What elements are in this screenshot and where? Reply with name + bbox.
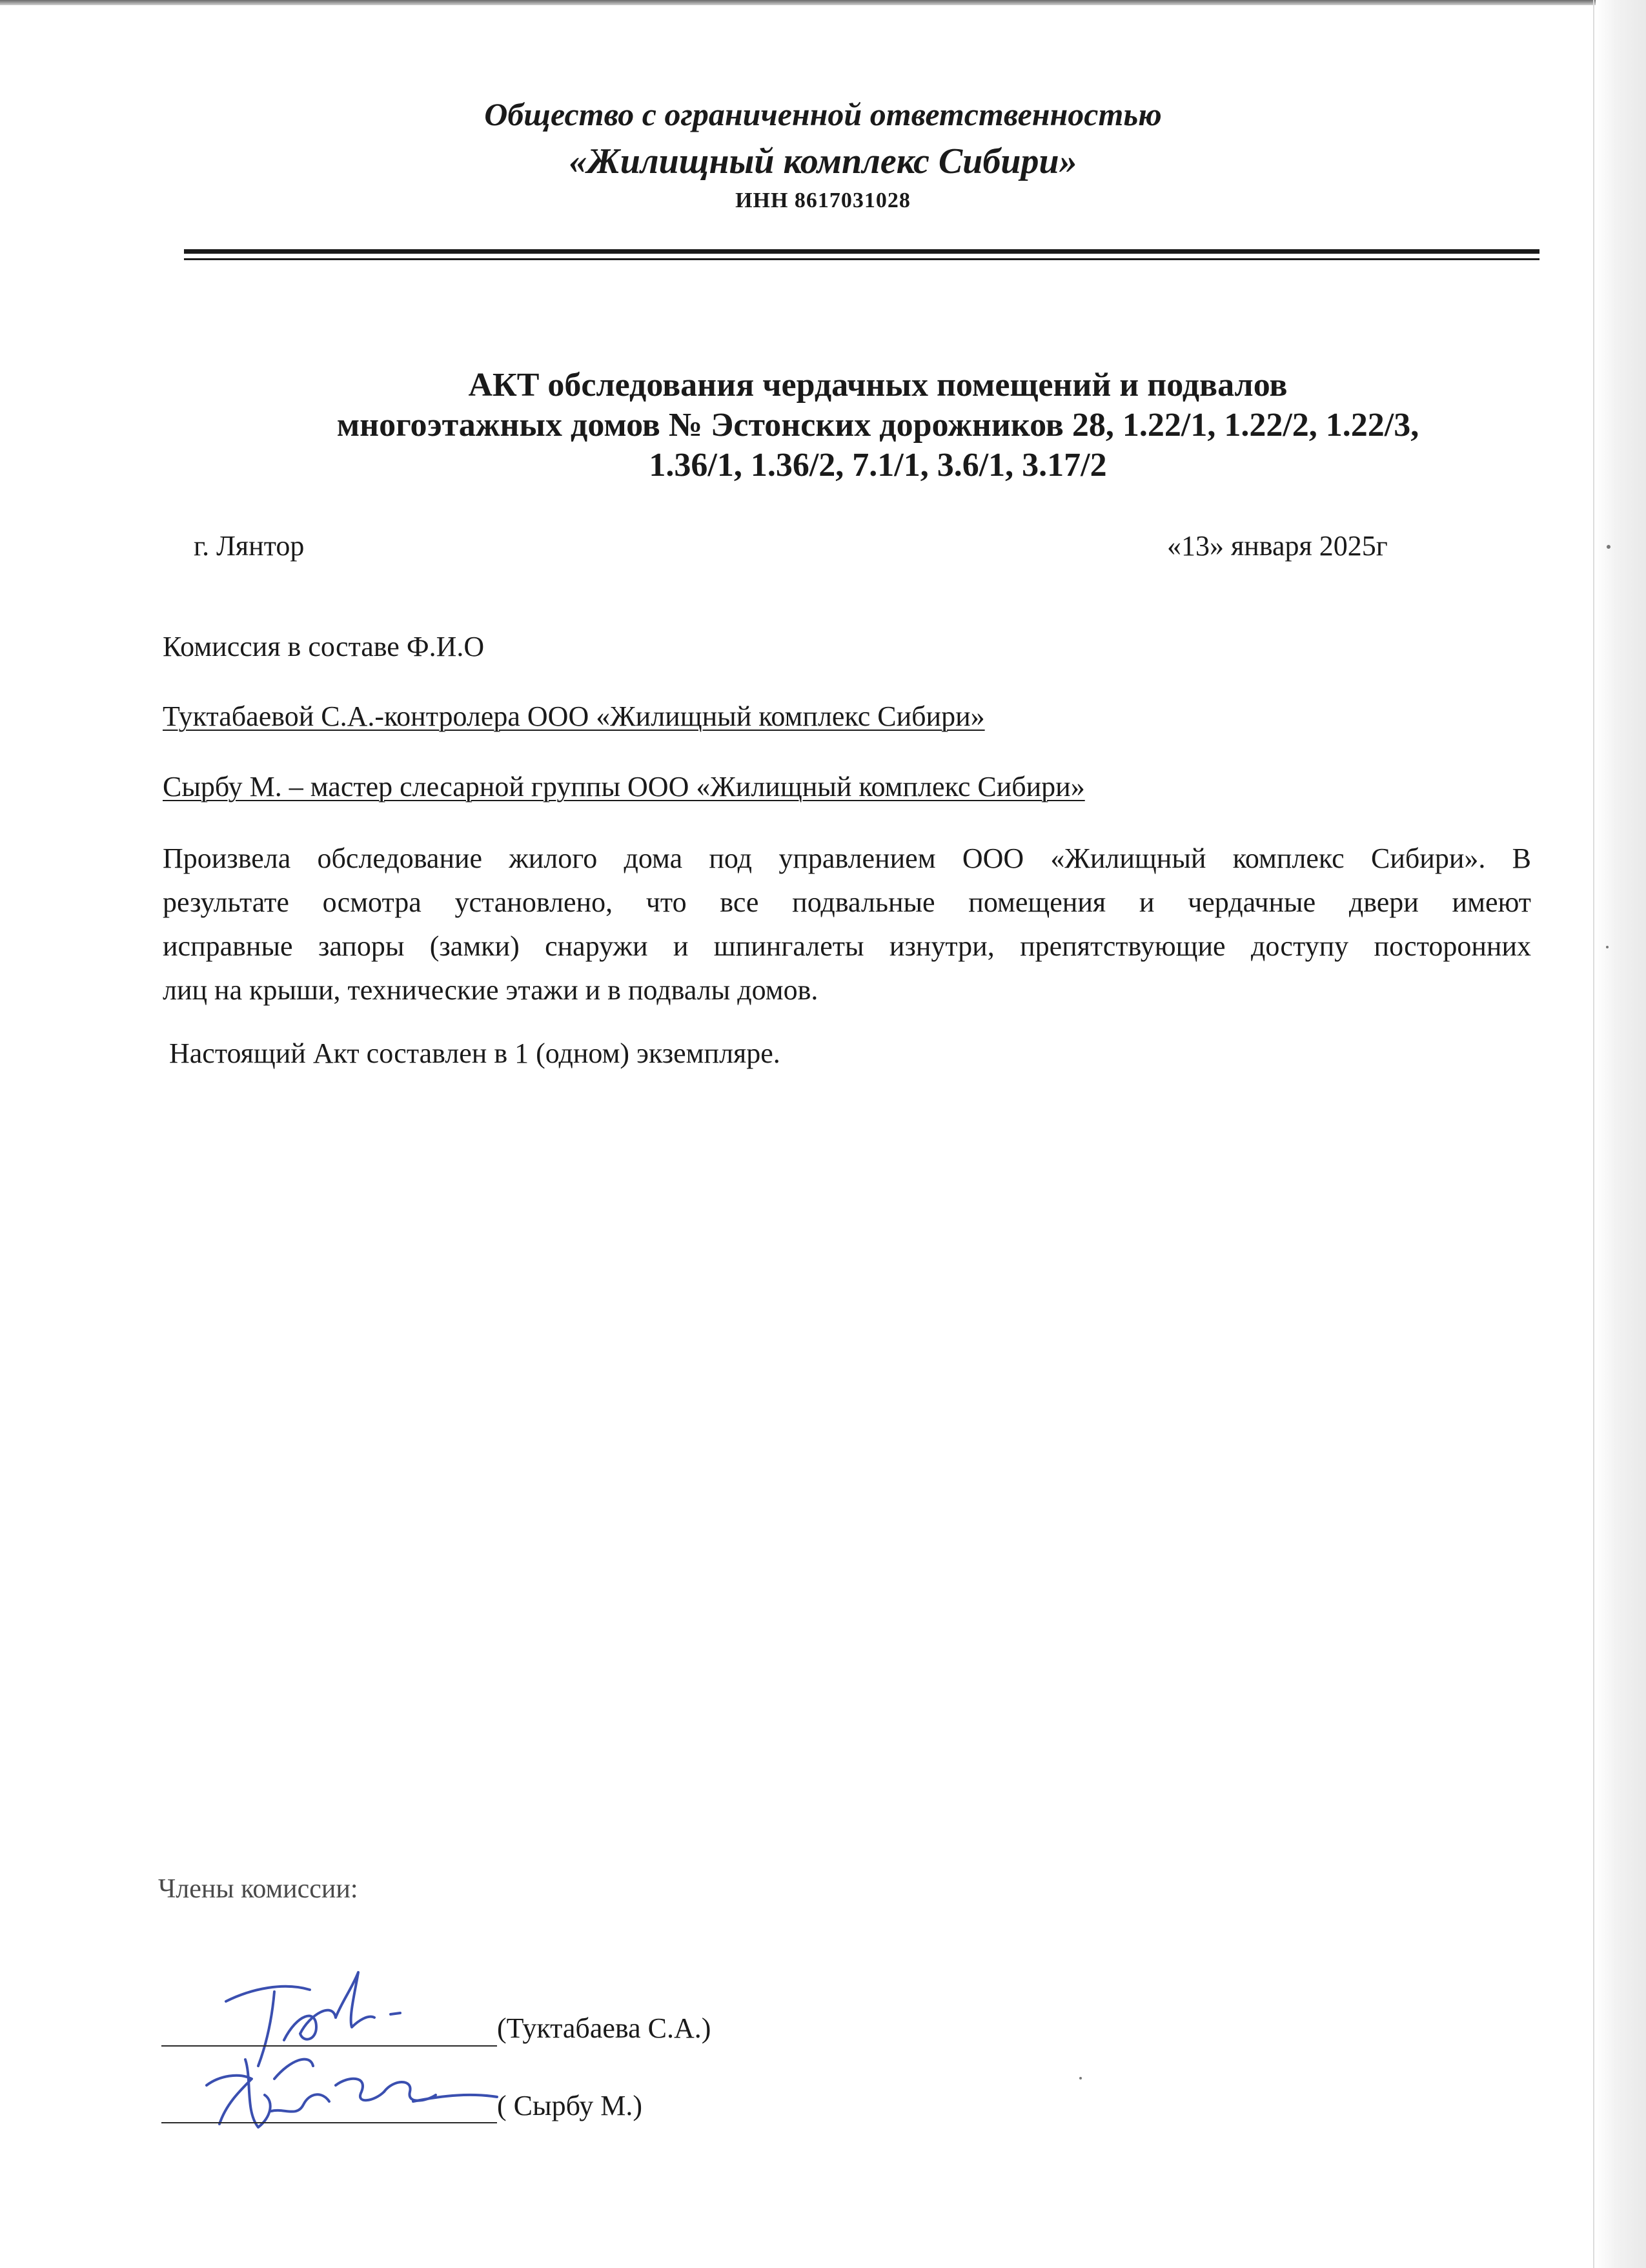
org-name: «Жилищный комплекс Сибири» (569, 141, 1077, 181)
commission-intro: Комиссия в составе Ф.И.О (163, 631, 485, 662)
scan-edge-line (1593, 0, 1594, 2268)
findings-line: лиц на крыши, технические этажи и в подвалы домов. (163, 974, 818, 1006)
org-legal-form: Общество с ограниченной ответственностью (484, 96, 1162, 132)
findings-line: результате осмотра установлено, что все подвальные помещения и чердачные двери имеют (163, 886, 1531, 918)
signatory-name: (Туктабаева С.А.) (497, 2012, 711, 2044)
scan-speck (1079, 2077, 1082, 2079)
findings-line: исправные запоры (замки) снаружи и шпингалеты изнутри, препятствующие доступу посторонних (163, 930, 1531, 962)
signature-line (161, 2122, 497, 2123)
commission-member: Туктабаевой С.А.-контролера ООО «Жилищный комплекс Сибири» (163, 700, 985, 732)
commission-member: Сырбу М. – мастер слесарной группы ООО «Жилищный комплекс Сибири» (163, 771, 1085, 802)
header-divider-thick (184, 249, 1539, 254)
document-date: «13» января 2025г (1167, 530, 1388, 562)
title-line-2: многоэтажных домов № Эстонских дорожников 28, 1.22/1, 1.22/2, 1.22/3, (336, 407, 1419, 444)
document-title (194, 365, 1562, 485)
commission-members-label: Члены комиссии: (158, 1874, 358, 1904)
signatory-name: ( Сырбу М.) (497, 2090, 643, 2121)
scan-speck (1607, 545, 1610, 549)
scan-speck (1606, 946, 1609, 948)
findings-line: Произвела обследование жилого дома под управлением ООО «Жилищный комплекс Сибири». В (163, 843, 1531, 874)
header-divider-thin (184, 258, 1539, 260)
inspection-findings (163, 837, 1531, 1012)
scan-top-edge (0, 0, 1646, 5)
title-line-3: 1.36/1, 1.36/2, 7.1/1, 3.6/1, 3.17/2 (649, 447, 1107, 484)
org-inn: ИНН 8617031028 (735, 189, 911, 212)
scan-right-edge (1596, 0, 1646, 2268)
document-place: г. Лянтор (194, 530, 305, 562)
copies-note: Настоящий Акт составлен в 1 (одном) экземпляре. (169, 1037, 780, 1069)
title-line-1: АКТ обследования чердачных помещений и подвалов (468, 367, 1288, 404)
